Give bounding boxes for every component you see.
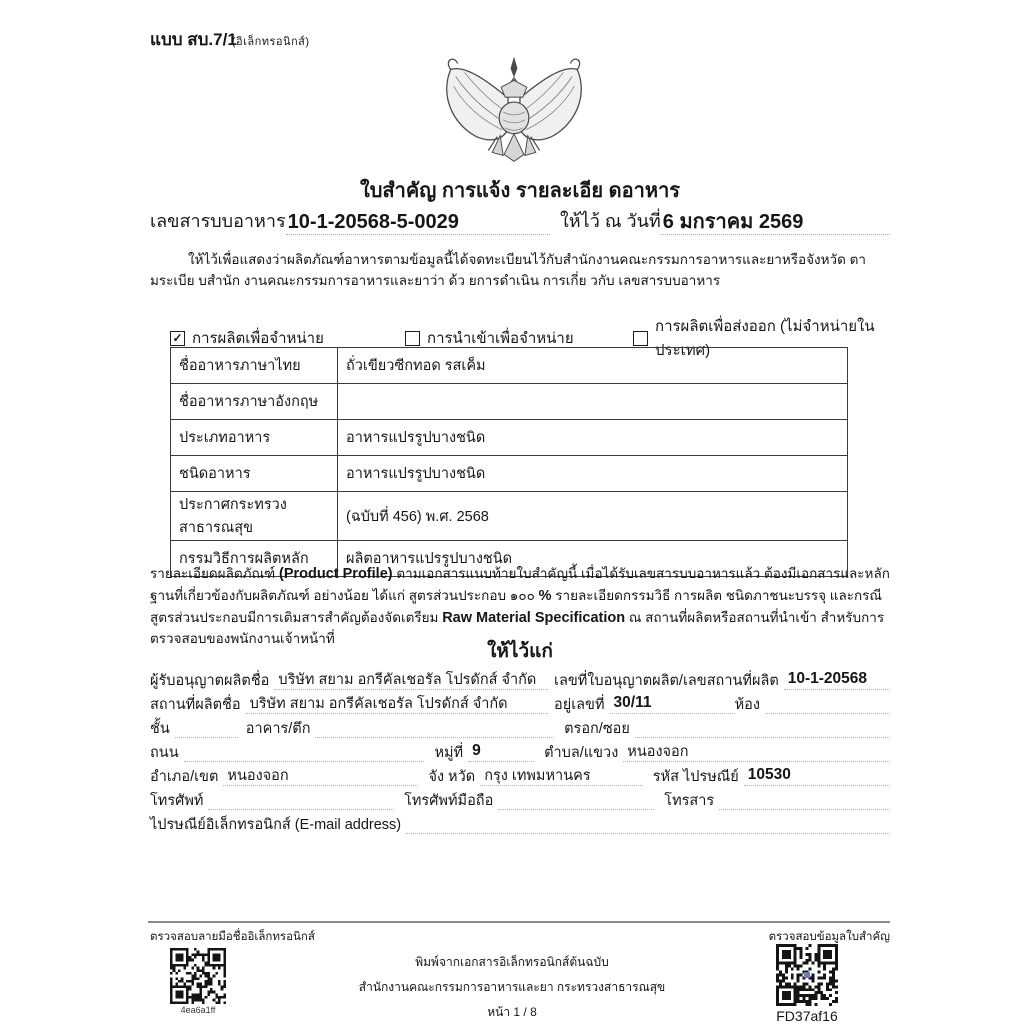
email-label: ไปรษณีย์อิเล็กทรอนิกส์ (E-mail address) xyxy=(150,816,402,833)
signature-qr-block xyxy=(170,948,226,1015)
license-no-group xyxy=(554,670,890,690)
profile-text-bold: (Product Profile) xyxy=(279,566,393,582)
row-value: ผลิตอาหารแปรรูปบางชนิด xyxy=(338,541,848,577)
form-code xyxy=(150,26,310,53)
floor-field xyxy=(175,737,238,738)
field-row-district xyxy=(150,762,890,786)
checkbox-label: การนำเข้าเพื่อจำหน่าย xyxy=(427,330,574,347)
fax-label: โทรสาร xyxy=(664,792,715,809)
serial-group xyxy=(150,206,550,235)
province-label: จัง หวัด xyxy=(428,768,476,785)
road-label: ถนน xyxy=(150,744,179,761)
mobile-label: โทรศัพท์มือถือ xyxy=(404,792,494,809)
profile-text: ณ สถานที่ผลิตหรือสถานที่นำเข้า สำหรับการตรวจสอบของพนักงานเจ้าหน้าที่ xyxy=(150,609,885,647)
checkbox-unchecked-icon xyxy=(405,331,420,346)
checkbox-checked-icon: ✓ xyxy=(170,331,185,346)
food-info-table xyxy=(170,347,848,577)
row-label: กรรมวิธีการผลิตหลัก xyxy=(171,541,338,577)
given-to-heading: ให้ไว้แก่ xyxy=(487,641,553,662)
fax-field xyxy=(719,809,890,810)
profile-text: ตามเอกสารแนบท้ายใบสำคัญนี้ เมื่อได้รับเลขสารบบอาหารแล้ว ต้องมีเอกสารและหลักฐานที่เกี่ยวข้องกับผลิตภัณฑ์ อย่างน้อย ได้แก่ สูตรส่วนประกอบ ๑๐๐ xyxy=(150,566,890,603)
moo-label: หมู่ที่ xyxy=(434,744,464,761)
table-row xyxy=(171,348,848,384)
footer-center xyxy=(262,950,762,1024)
row-label: ชื่ออาหารภาษาไทย xyxy=(171,348,338,384)
verify-qr-caption: FD37af16 xyxy=(776,1008,838,1024)
table-row xyxy=(171,384,848,420)
district-field: หนองจอก xyxy=(223,768,418,786)
floor-label: ชั้น xyxy=(150,720,170,737)
field-row-email xyxy=(150,810,890,834)
district-label: อำเภอ/เขต xyxy=(150,768,219,785)
serial-value: 10-1-20568-5-0029 xyxy=(286,211,550,235)
phone-field xyxy=(208,809,394,810)
row-label: ประกาศกระทรวงสาธารณสุข xyxy=(171,492,338,541)
alley-label: ตรอก/ซอย xyxy=(564,720,630,737)
email-field xyxy=(406,833,890,834)
field-row-road xyxy=(150,738,890,762)
issue-date-label: ให้ไว้ ณ วันที่ xyxy=(560,211,661,231)
row-value xyxy=(338,384,848,420)
subdistrict-label: ตำบล/แขวง xyxy=(544,744,619,761)
profile-text-bold: % xyxy=(538,587,552,604)
verify-qr-code xyxy=(776,944,838,1006)
licensee-label: ผู้รับอนุญาตผลิตชื่อ xyxy=(150,672,270,689)
recipient-fields xyxy=(150,666,890,834)
row-label: ชนิดอาหาร xyxy=(171,456,338,492)
alley-field xyxy=(635,737,890,738)
row-value: อาหารแปรรูปบางชนิด xyxy=(338,420,848,456)
table-row xyxy=(171,420,848,456)
checkbox-label: การผลิตเพื่อส่งออก (ไม่จำหน่ายในประเทศ) xyxy=(655,318,875,359)
postcode-field: 10530 xyxy=(744,766,890,786)
issue-date-value: 6 มกราคม 2569 xyxy=(661,211,890,235)
field-row-phone xyxy=(150,786,890,810)
serial-row xyxy=(150,206,890,235)
province-field: กรุง เทพมหานคร xyxy=(480,768,643,786)
signature-qr-caption: 4ea6a1ff xyxy=(180,1005,216,1015)
mobile-field xyxy=(498,809,654,810)
field-row-site xyxy=(150,690,890,714)
profile-text-bold: Raw Material Specification xyxy=(442,609,626,626)
signature-qr-code xyxy=(170,948,226,1004)
building-label: อาคาร/ตึก xyxy=(245,720,311,737)
issue-date-group xyxy=(560,206,890,235)
intro-paragraph: ให้ไว้เพื่อแสดงว่าผลิตภัณฑ์อาหารตามข้อมูลนี้ได้จดทะเบียนไว้กับสำนักงานคณะกรรมการอาหารและยาหรือจังหวัด ตามระเบีย บสำนัก งานคณะกรรมการอาหารและยาว่า ด้ว ยการดำเนิน การเกี่ย วกับ เลขสารบบอาหาร xyxy=(150,252,866,288)
form-code-main: แบบ สบ.7/1 xyxy=(150,30,237,49)
row-value: ถั่วเขียวซีกทอด รสเค็ม xyxy=(338,348,848,384)
licensee-name-field: บริษัท สยาม อกรีคัลเชอรัล โปรดักส์ จำกัด xyxy=(274,672,548,690)
verify-qr-block xyxy=(776,944,838,1024)
address-no-group xyxy=(554,694,890,714)
footer-divider xyxy=(148,921,890,923)
license-no-label: เลขที่ใบอนุญาตผลิต/เลขสถานที่ผลิต xyxy=(554,672,779,689)
document-title: ใบสำคัญ การแจ้ง รายละเอีย ดอาหาร xyxy=(359,180,681,202)
row-value: (ฉบับที่ 456) พ.ศ. 2568 xyxy=(338,492,848,541)
site-name-field: บริษัท สยาม อกรีคัลเชอรัล โปรดักส์ จำกัด xyxy=(246,696,548,714)
address-no-field: 30/11 xyxy=(610,694,735,714)
moo-field: 9 xyxy=(468,742,534,762)
phone-label: โทรศัพท์ xyxy=(150,792,204,809)
license-no-field: 10-1-20568 xyxy=(784,670,890,690)
field-row-licensee xyxy=(150,666,890,690)
address-no-label: อยู่เลขที่ xyxy=(554,696,605,713)
row-value: อาหารแปรรูปบางชนิด xyxy=(338,456,848,492)
table-row xyxy=(171,492,848,541)
printed-from-text: พิมพ์จากเอกสารอิเล็กทรอนิกส์ต้นฉบับ xyxy=(415,955,609,969)
field-row-floor xyxy=(150,714,890,738)
building-field xyxy=(315,737,554,738)
verify-data-label: ตรวจสอบข้อมูลใบสำคัญ xyxy=(768,931,890,943)
profile-text: รายละเอียดกรรมวิธี การผลิต ชนิดภาชนะบรรจุ และกรณีสูตรส่วนประกอบมีการเติมสารสำคัญต้องจัดเตรียม xyxy=(150,587,882,625)
checkbox-label: การผลิตเพื่อจำหน่าย xyxy=(192,330,324,347)
page-number: หน้า 1 / 8 xyxy=(487,1005,537,1019)
row-label: ชื่ออาหารภาษาอังกฤษ xyxy=(171,384,338,420)
licensee-group xyxy=(150,672,548,690)
site-label: สถานที่ผลิตชื่อ xyxy=(150,696,241,713)
row-label: ประเภทอาหาร xyxy=(171,420,338,456)
agency-text: สำนักงานคณะกรรมการอาหารและยา กระทรวงสาธารณสุข xyxy=(358,980,666,994)
table-row xyxy=(171,456,848,492)
serial-label: เลขสารบบอาหาร xyxy=(150,211,286,231)
verify-signature-label: ตรวจสอบลายมือชื่ออิเล็กทรอนิกส์ xyxy=(150,931,315,943)
site-group xyxy=(150,696,548,714)
profile-text: รายละเอียดผลิตภัณฑ์ xyxy=(150,566,279,581)
garuda-emblem-icon xyxy=(430,52,598,164)
checkbox-unchecked-icon xyxy=(633,331,648,346)
subdistrict-field: หนองจอก xyxy=(623,744,890,762)
form-code-suffix: (อิเล็กทรอนิกส์) xyxy=(231,36,310,48)
room-field xyxy=(765,713,890,714)
room-label: ห้อง xyxy=(734,696,760,713)
postcode-label: รหัส ไปรษณีย์ xyxy=(652,768,739,785)
road-field xyxy=(184,761,425,762)
